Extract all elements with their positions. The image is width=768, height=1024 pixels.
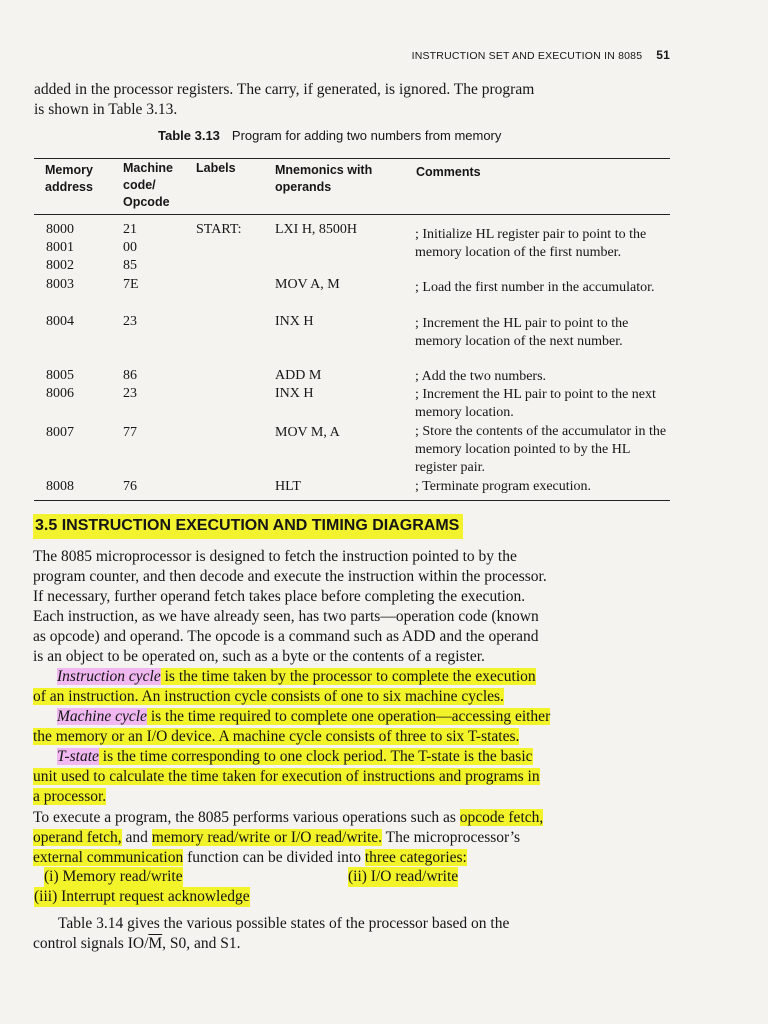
body-line: operand fetch, and memory read/write or I/O read/write. The microprocessor’s (33, 829, 521, 846)
cell-label: START: (196, 222, 242, 237)
col-header-comments: Comments (416, 165, 481, 179)
body-line: control signals $IO/\overline{M}$, S0, and S1. (33, 935, 241, 952)
table-caption (158, 128, 501, 143)
cell-opcode: 7E (123, 277, 139, 292)
cell-opcode: 77 (123, 425, 137, 440)
cell-opcode: 86 (123, 368, 137, 383)
cell-address: 8003 (46, 277, 74, 292)
cell-address: 8001 (46, 240, 74, 255)
cell-opcode: 23 (123, 314, 137, 329)
cell-comment: ; Terminate program execution. (415, 479, 592, 494)
cell-address: 8008 (46, 479, 74, 494)
cell-opcode: 21 (123, 222, 137, 237)
term-instruction-cycle: Instruction cycle (57, 668, 161, 685)
body-line: the memory or an I/O device. A machine cycle consists of three to six T-states. (33, 728, 520, 745)
category-io-rw: (ii) I/O read/write (348, 868, 459, 885)
cell-address: 8005 (46, 368, 74, 383)
intro-paragraph (34, 80, 674, 120)
term-t-state: T-state (57, 748, 99, 765)
body-line: Each instruction, as we have already seen, has two parts—operation code (known (33, 608, 539, 625)
cell-mnemonic: LXI H, 8500H (275, 222, 358, 237)
body-line: as opcode) and operand. The opcode is a command such as ADD and the operand (33, 628, 539, 645)
body-line: unit used to calculate the time taken for execution of instructions and programs in (33, 768, 540, 785)
table-label: Table 3.13 (158, 128, 220, 143)
cell-address: 8006 (46, 386, 74, 401)
cell-opcode: 85 (123, 258, 137, 273)
cell-comment: ; Increment the HL pair to point to the next memory location. (415, 387, 656, 420)
cell-address: 8002 (46, 258, 74, 273)
cell-comment: ; Add the two numbers. (415, 369, 547, 384)
col-header-labels: Labels (196, 161, 236, 175)
cell-opcode: 23 (123, 386, 137, 401)
table-caption-text: Program for adding two numbers from memory (231, 128, 502, 143)
definition-instruction-cycle: Instruction cycle is the time taken by the processor to complete the execution (57, 668, 536, 685)
cell-mnemonic: MOV A, M (275, 277, 340, 292)
body-line: program counter, and then decode and execute the instruction within the processor. (33, 568, 547, 585)
cell-opcode: 00 (123, 240, 137, 255)
page-number: 51 (656, 48, 670, 62)
cell-comment: ; Load the first number in the accumulator. (415, 280, 655, 295)
body-line: Table 3.14 gives the various possible states of the processor based on the (58, 915, 510, 932)
cell-mnemonic: ADD M (275, 368, 322, 383)
cell-comment: ; Increment the HL pair to point to the memory location of the next number. (415, 316, 629, 349)
table-bottom-rule (34, 500, 670, 501)
body-line: The 8085 microprocessor is designed to fetch the instruction pointed to by the (33, 548, 517, 565)
body-line: is an object to be operated on, such as a byte or the contents of a register. (33, 648, 485, 665)
cell-address: 8000 (46, 222, 74, 237)
col-header-address: Memory address (45, 163, 93, 194)
table-header-rule (34, 214, 670, 215)
body-line: If necessary, further operand fetch takes place before completing the execution. (33, 588, 526, 605)
running-title: INSTRUCTION SET AND EXECUTION IN 8085 (411, 50, 643, 62)
category-memory-rw: (i) Memory read/write (44, 868, 183, 885)
body-line: a processor. (33, 788, 107, 805)
definition-t-state: T-state is the time corresponding to one clock period. The T-state is the basic (57, 748, 533, 765)
intro-line: added in the processor registers. The carry, if generated, is ignored. The program (34, 81, 535, 98)
body-line: of an instruction. An instruction cycle consists of one to six machine cycles. (33, 688, 504, 705)
term-machine-cycle: Machine cycle (57, 708, 147, 725)
cell-mnemonic: HLT (275, 479, 301, 494)
body-line: external communication function can be divided into three categories: (33, 849, 467, 866)
section-heading: 3.5 INSTRUCTION EXECUTION AND TIMING DIAGRAMS (33, 514, 463, 539)
cell-comment: ; Initialize HL register pair to point to the memory location of the first number. (415, 227, 647, 260)
category-interrupt-ack: (iii) Interrupt request acknowledge (34, 888, 250, 905)
definition-machine-cycle: Machine cycle is the time required to complete one operation—accessing either (57, 708, 551, 725)
body-line: To execute a program, the 8085 performs various operations such as opcode fetch, (33, 809, 544, 826)
cell-comment: ; Store the contents of the accumulator in the memory location pointed to by the HL register pair. (415, 424, 667, 475)
cell-address: 8004 (46, 314, 74, 329)
cell-address: 8007 (46, 425, 74, 440)
col-header-opcode: Machine code/ Opcode (123, 161, 174, 209)
cell-mnemonic: MOV M, A (275, 425, 340, 440)
cell-opcode: 76 (123, 479, 137, 494)
col-header-mnemonics: Mnemonics with operands (275, 163, 373, 194)
intro-line: is shown in Table 3.13. (34, 101, 178, 118)
table-top-rule (34, 158, 670, 159)
cell-mnemonic: INX H (275, 314, 314, 329)
cell-mnemonic: INX H (275, 386, 314, 401)
running-head (0, 48, 670, 62)
